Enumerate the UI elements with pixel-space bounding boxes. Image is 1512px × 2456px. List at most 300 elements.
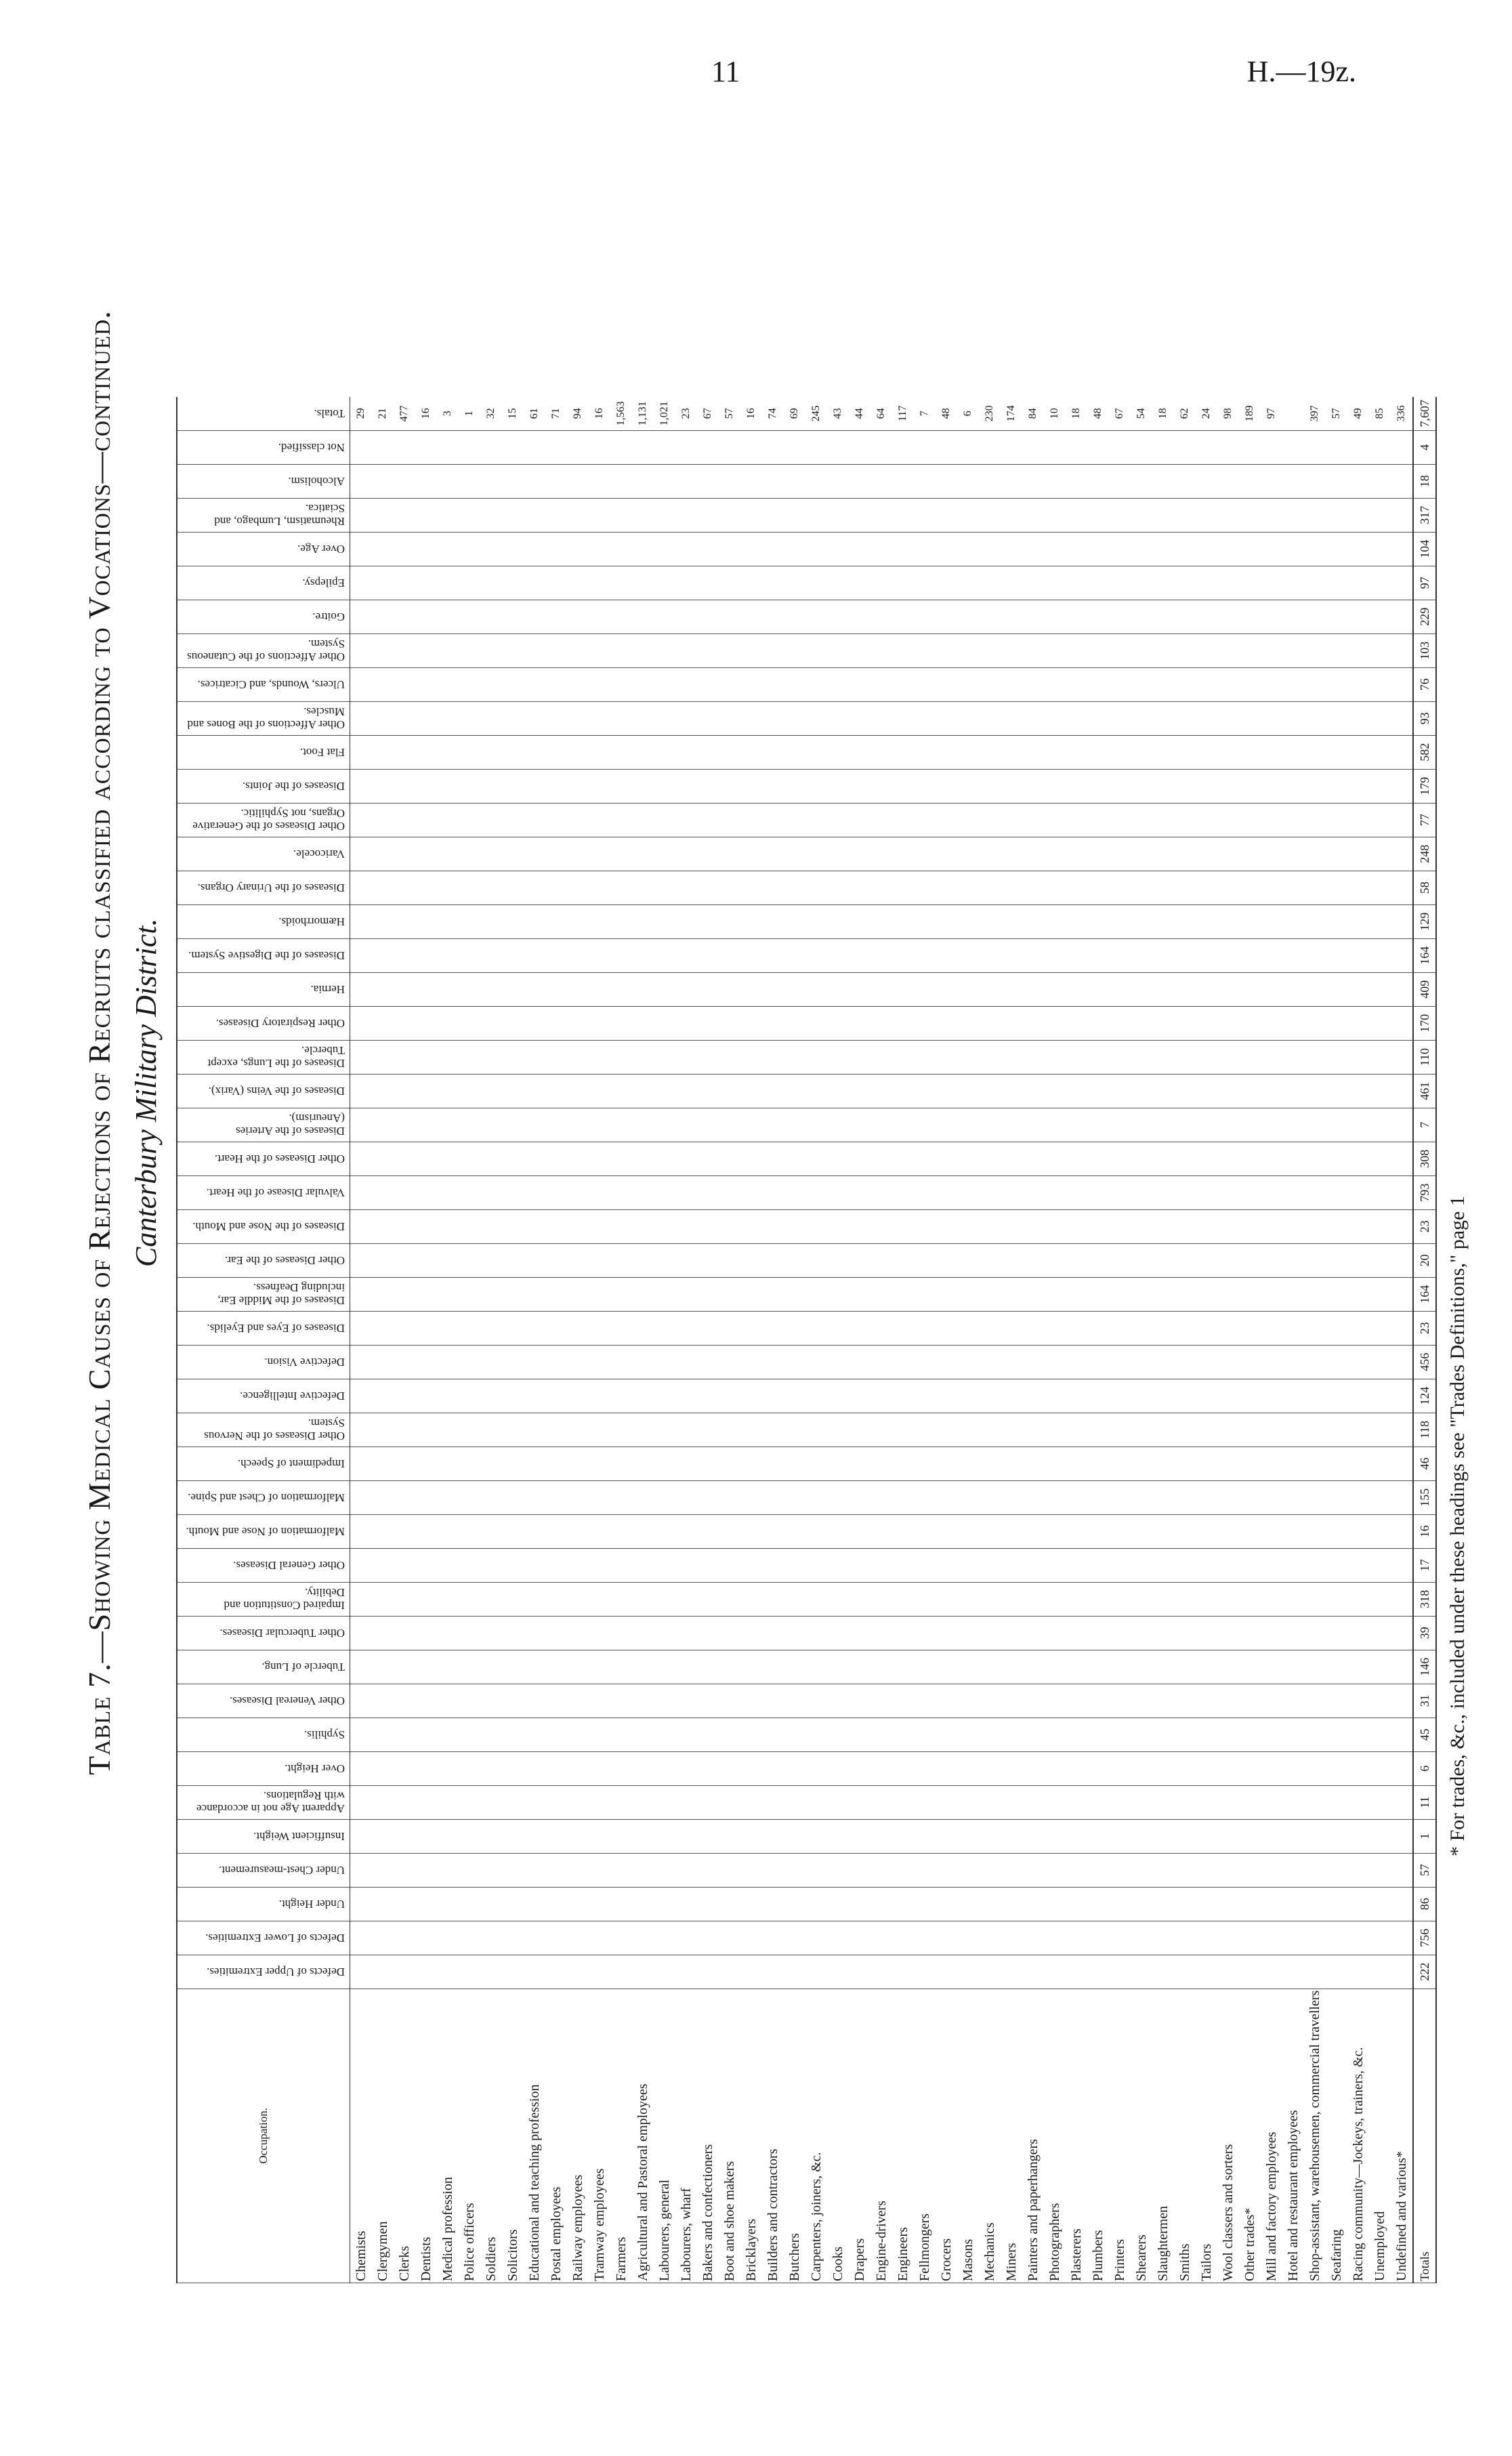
value-cell (1347, 1785, 1369, 1819)
column-total-cell: 164 (1413, 938, 1436, 972)
value-cell (1044, 972, 1066, 1006)
value-cell (979, 1243, 1001, 1277)
value-cell (372, 430, 394, 464)
column-header (177, 566, 350, 600)
occupation-cell: Seafaring (1326, 1989, 1347, 2283)
value-cell (1239, 1785, 1261, 1819)
column-header (177, 1751, 350, 1785)
value-cell (1022, 1480, 1044, 1514)
value-cell (719, 1413, 740, 1446)
occupation-cell: Bakers and confectioners (697, 1989, 719, 2283)
value-cell (805, 498, 827, 532)
value-cell (914, 464, 936, 498)
column-header-label: Under Height. (278, 1897, 345, 1911)
value-cell (979, 1616, 1001, 1650)
value-cell (1261, 904, 1282, 938)
value-cell (979, 1548, 1001, 1582)
value-cell (979, 938, 1001, 972)
value-cell (957, 904, 979, 938)
value-cell (936, 904, 957, 938)
value-cell (1044, 803, 1066, 837)
row-total-cell: 1,021 (654, 397, 675, 431)
value-cell (957, 1006, 979, 1040)
value-cell (480, 1548, 502, 1582)
value-cell (827, 1480, 849, 1514)
column-header (177, 1514, 350, 1548)
value-cell (870, 871, 892, 904)
value-cell (892, 837, 914, 871)
value-cell (1304, 871, 1326, 904)
value-cell (870, 1345, 892, 1379)
value-cell (480, 1446, 502, 1480)
value-cell (1087, 735, 1109, 769)
value-cell (372, 1311, 394, 1345)
value-cell (372, 464, 394, 498)
value-cell (524, 904, 545, 938)
value-cell (697, 1311, 719, 1345)
value-cell (870, 735, 892, 769)
column-total-cell: 45 (1413, 1718, 1436, 1751)
value-cell (545, 1413, 567, 1446)
value-cell (1174, 1582, 1196, 1616)
value-cell (719, 430, 740, 464)
value-cell (784, 1345, 805, 1379)
value-cell (545, 972, 567, 1006)
value-cell (1066, 1040, 1087, 1074)
value-cell (957, 430, 979, 464)
value-cell (415, 1853, 437, 1887)
value-cell (784, 1718, 805, 1751)
value-cell (892, 532, 914, 566)
value-cell (1196, 1718, 1217, 1751)
value-cell (1217, 498, 1239, 532)
value-cell (610, 1108, 632, 1142)
value-cell (784, 1955, 805, 1989)
value-cell (697, 1142, 719, 1175)
value-cell (979, 667, 1001, 701)
column-header-label: Diseases of the Veins (Varix). (208, 1084, 345, 1098)
row-total-cell: 230 (979, 397, 1001, 431)
value-cell (372, 1277, 394, 1311)
value-cell (719, 1684, 740, 1718)
value-cell (1261, 1514, 1282, 1548)
value-cell (394, 1785, 415, 1819)
value-cell (589, 1921, 610, 1955)
value-cell (437, 532, 459, 566)
value-cell (1347, 566, 1369, 600)
value-cell (502, 1243, 524, 1277)
value-cell (936, 1887, 957, 1921)
value-cell (524, 1040, 545, 1074)
value-cell (459, 1684, 480, 1718)
value-cell (437, 1243, 459, 1277)
value-cell (459, 1209, 480, 1243)
row-total-cell: 245 (805, 397, 827, 431)
value-cell (697, 1243, 719, 1277)
value-cell (545, 633, 567, 667)
value-cell (675, 1108, 697, 1142)
value-cell (805, 600, 827, 633)
value-cell (1239, 1887, 1261, 1921)
column-header-label: Other General Diseases. (233, 1558, 345, 1572)
value-cell (1326, 1650, 1347, 1684)
value-cell (1174, 701, 1196, 735)
value-cell (394, 464, 415, 498)
value-cell (1196, 904, 1217, 938)
value-cell (914, 1040, 936, 1074)
value-cell (654, 600, 675, 633)
value-cell (914, 1684, 936, 1718)
column-header-label: Other Venereal Diseases. (229, 1694, 345, 1707)
value-cell (979, 430, 1001, 464)
value-cell (1087, 904, 1109, 938)
value-cell (502, 1209, 524, 1243)
value-cell (1044, 464, 1066, 498)
value-cell (697, 1277, 719, 1311)
value-cell (1347, 1209, 1369, 1243)
value-cell (1196, 532, 1217, 566)
value-cell (740, 1548, 762, 1582)
value-cell (719, 566, 740, 600)
value-cell (1022, 1413, 1044, 1446)
value-cell (870, 1480, 892, 1514)
value-cell (1217, 1311, 1239, 1345)
value-cell (805, 871, 827, 904)
value-cell (957, 735, 979, 769)
column-header-label: Other Diseases of the Ear. (224, 1253, 345, 1267)
value-cell (632, 1142, 654, 1175)
value-cell (892, 1311, 914, 1345)
value-cell (567, 1142, 589, 1175)
value-cell (567, 972, 589, 1006)
table-row (697, 397, 719, 2283)
value-cell (437, 464, 459, 498)
value-cell (480, 1785, 502, 1819)
value-cell (1369, 1684, 1391, 1718)
value-cell (957, 532, 979, 566)
value-cell (1282, 1514, 1304, 1548)
table-row (1066, 397, 1087, 2283)
value-cell (914, 1379, 936, 1413)
value-cell (784, 1921, 805, 1955)
value-cell (870, 1887, 892, 1921)
value-cell (870, 1718, 892, 1751)
value-cell (1391, 1684, 1413, 1718)
value-cell (524, 1006, 545, 1040)
value-cell (1044, 1514, 1066, 1548)
value-cell (827, 1684, 849, 1718)
value-cell (1131, 566, 1152, 600)
value-cell (719, 972, 740, 1006)
value-cell (567, 1955, 589, 1989)
value-cell (1369, 1277, 1391, 1311)
value-cell (589, 1650, 610, 1684)
value-cell (914, 1480, 936, 1514)
value-cell (1066, 1379, 1087, 1413)
value-cell (1391, 1175, 1413, 1209)
column-header-label: Epilepsy. (302, 576, 345, 589)
table-row (350, 397, 373, 2283)
column-header (177, 397, 350, 431)
table-row (1022, 397, 1044, 2283)
value-cell (740, 1514, 762, 1548)
value-cell (394, 1074, 415, 1108)
value-cell (805, 769, 827, 803)
value-cell (654, 1955, 675, 1989)
value-cell (1044, 532, 1066, 566)
value-cell (1326, 701, 1347, 735)
value-cell (957, 837, 979, 871)
value-cell (524, 701, 545, 735)
column-total-cell: 222 (1413, 1955, 1436, 1989)
value-cell (827, 837, 849, 871)
value-cell (1239, 871, 1261, 904)
table-row (1087, 397, 1109, 2283)
value-cell (1022, 600, 1044, 633)
value-cell (567, 430, 589, 464)
value-cell (1022, 871, 1044, 904)
value-cell (1066, 1887, 1087, 1921)
value-cell (1022, 1751, 1044, 1785)
value-cell (914, 566, 936, 600)
value-cell (350, 1446, 373, 1480)
value-cell (1044, 1718, 1066, 1751)
value-cell (827, 464, 849, 498)
column-header (177, 1480, 350, 1514)
value-cell (372, 1718, 394, 1751)
value-cell (1282, 1751, 1304, 1785)
value-cell (849, 1582, 870, 1616)
value-cell (1152, 633, 1174, 667)
value-cell (914, 1819, 936, 1853)
value-cell (914, 1751, 936, 1785)
value-cell (979, 1684, 1001, 1718)
value-cell (1261, 701, 1282, 735)
value-cell (1066, 1785, 1087, 1819)
value-cell (805, 1209, 827, 1243)
value-cell (697, 701, 719, 735)
value-cell (1304, 498, 1326, 532)
value-cell (1282, 837, 1304, 871)
value-cell (1022, 1074, 1044, 1108)
value-cell (654, 1650, 675, 1684)
value-cell (394, 1277, 415, 1311)
value-cell (632, 532, 654, 566)
value-cell (784, 904, 805, 938)
value-cell (372, 1209, 394, 1243)
value-cell (740, 735, 762, 769)
value-cell (350, 1819, 373, 1853)
value-cell (1066, 1514, 1087, 1548)
value-cell (936, 1650, 957, 1684)
value-cell (350, 1209, 373, 1243)
row-total-cell: 29 (350, 397, 373, 431)
value-cell (827, 1142, 849, 1175)
value-cell (849, 1887, 870, 1921)
value-cell (589, 600, 610, 633)
value-cell (719, 1277, 740, 1311)
value-cell (849, 1040, 870, 1074)
value-cell (1239, 938, 1261, 972)
value-cell (784, 1074, 805, 1108)
value-cell (936, 1108, 957, 1142)
row-total-cell: 69 (784, 397, 805, 431)
value-cell (1391, 938, 1413, 972)
value-cell (1152, 1751, 1174, 1785)
value-cell (892, 430, 914, 464)
column-header (177, 1785, 350, 1819)
value-cell (1282, 532, 1304, 566)
value-cell (1087, 566, 1109, 600)
value-cell (1022, 1548, 1044, 1582)
value-cell (936, 1616, 957, 1650)
table-row (1369, 397, 1391, 2283)
value-cell (957, 1582, 979, 1616)
value-cell (979, 1311, 1001, 1345)
value-cell (524, 1108, 545, 1142)
column-total-cell: 317 (1413, 498, 1436, 532)
value-cell (675, 566, 697, 600)
value-cell (1131, 735, 1152, 769)
table-row (892, 397, 914, 2283)
value-cell (502, 633, 524, 667)
value-cell (1261, 769, 1282, 803)
value-cell (1369, 1718, 1391, 1751)
value-cell (1044, 1819, 1066, 1853)
value-cell (1131, 1921, 1152, 1955)
value-cell (415, 1243, 437, 1277)
value-cell (524, 566, 545, 600)
totals-label: Totals (1413, 1989, 1436, 2283)
value-cell (394, 972, 415, 1006)
occupation-cell: Smiths (1174, 1989, 1196, 2283)
value-cell (784, 1785, 805, 1819)
value-cell (979, 1074, 1001, 1108)
value-cell (415, 1751, 437, 1785)
value-cell (437, 1379, 459, 1413)
value-cell (524, 1955, 545, 1989)
value-cell (957, 633, 979, 667)
value-cell (415, 1108, 437, 1142)
value-cell (870, 1582, 892, 1616)
row-total-cell: 174 (1001, 397, 1022, 431)
value-cell (1239, 803, 1261, 837)
value-cell (350, 1413, 373, 1446)
value-cell (1347, 1853, 1369, 1887)
value-cell (1369, 701, 1391, 735)
column-header (177, 1074, 350, 1108)
value-cell (545, 701, 567, 735)
value-cell (567, 1650, 589, 1684)
value-cell (849, 532, 870, 566)
value-cell (545, 904, 567, 938)
occupation-cell: Police officers (459, 1989, 480, 2283)
value-cell (849, 566, 870, 600)
value-cell (589, 633, 610, 667)
value-cell (957, 1311, 979, 1345)
value-cell (350, 904, 373, 938)
value-cell (1022, 1785, 1044, 1819)
value-cell (1347, 769, 1369, 803)
value-cell (1326, 1887, 1347, 1921)
occupation-cell: Drapers (849, 1989, 870, 2283)
table-body (350, 397, 1437, 2283)
column-header (177, 1413, 350, 1446)
value-cell (524, 1379, 545, 1413)
value-cell (459, 1345, 480, 1379)
value-cell (979, 1006, 1001, 1040)
value-cell (1261, 1345, 1282, 1379)
value-cell (1109, 1040, 1131, 1074)
value-cell (524, 871, 545, 904)
column-header-label: Totals. (314, 407, 345, 420)
value-cell (524, 498, 545, 532)
value-cell (372, 803, 394, 837)
value-cell (545, 532, 567, 566)
value-cell (957, 566, 979, 600)
value-cell (1066, 633, 1087, 667)
value-cell (1282, 1887, 1304, 1921)
value-cell (827, 1209, 849, 1243)
value-cell (350, 1379, 373, 1413)
occupation-cell: Photographers (1044, 1989, 1066, 2283)
column-header (177, 498, 350, 532)
value-cell (1326, 837, 1347, 871)
value-cell (697, 837, 719, 871)
value-cell (1022, 1684, 1044, 1718)
value-cell (762, 1514, 784, 1548)
value-cell (415, 1379, 437, 1413)
value-cell (1261, 1582, 1282, 1616)
column-header (177, 430, 350, 464)
value-cell (1174, 1718, 1196, 1751)
value-cell (372, 1955, 394, 1989)
value-cell (632, 1785, 654, 1819)
value-cell (1109, 1413, 1131, 1446)
occupation-cell: Tailors (1196, 1989, 1217, 2283)
value-cell (1369, 600, 1391, 633)
value-cell (1109, 1718, 1131, 1751)
value-cell (654, 769, 675, 803)
value-cell (1152, 1006, 1174, 1040)
value-cell (610, 1718, 632, 1751)
value-cell (524, 1243, 545, 1277)
value-cell (610, 1921, 632, 1955)
value-cell (654, 735, 675, 769)
value-cell (914, 735, 936, 769)
column-header (177, 1243, 350, 1277)
value-cell (979, 769, 1001, 803)
value-cell (480, 1006, 502, 1040)
value-cell (1369, 871, 1391, 904)
value-cell (1369, 837, 1391, 871)
value-cell (1304, 1006, 1326, 1040)
footnote: * For trades, &c., included under these headings see "Trades Definitions," page 1 (1446, 1196, 1469, 1856)
value-cell (545, 1853, 567, 1887)
value-cell (394, 430, 415, 464)
value-cell (1217, 1446, 1239, 1480)
value-cell (415, 633, 437, 667)
value-cell (632, 1108, 654, 1142)
table-caption: Table 7.—Showing Medical Causes of Rejections of Recruits classified according to Vocations—continued. (82, 310, 117, 1775)
value-cell (1131, 904, 1152, 938)
value-cell (1217, 600, 1239, 633)
value-cell (1174, 1277, 1196, 1311)
value-cell (1196, 938, 1217, 972)
column-header (177, 1955, 350, 1989)
value-cell (1022, 1582, 1044, 1616)
column-header-label: Defects of Lower Extremities. (205, 1931, 345, 1944)
